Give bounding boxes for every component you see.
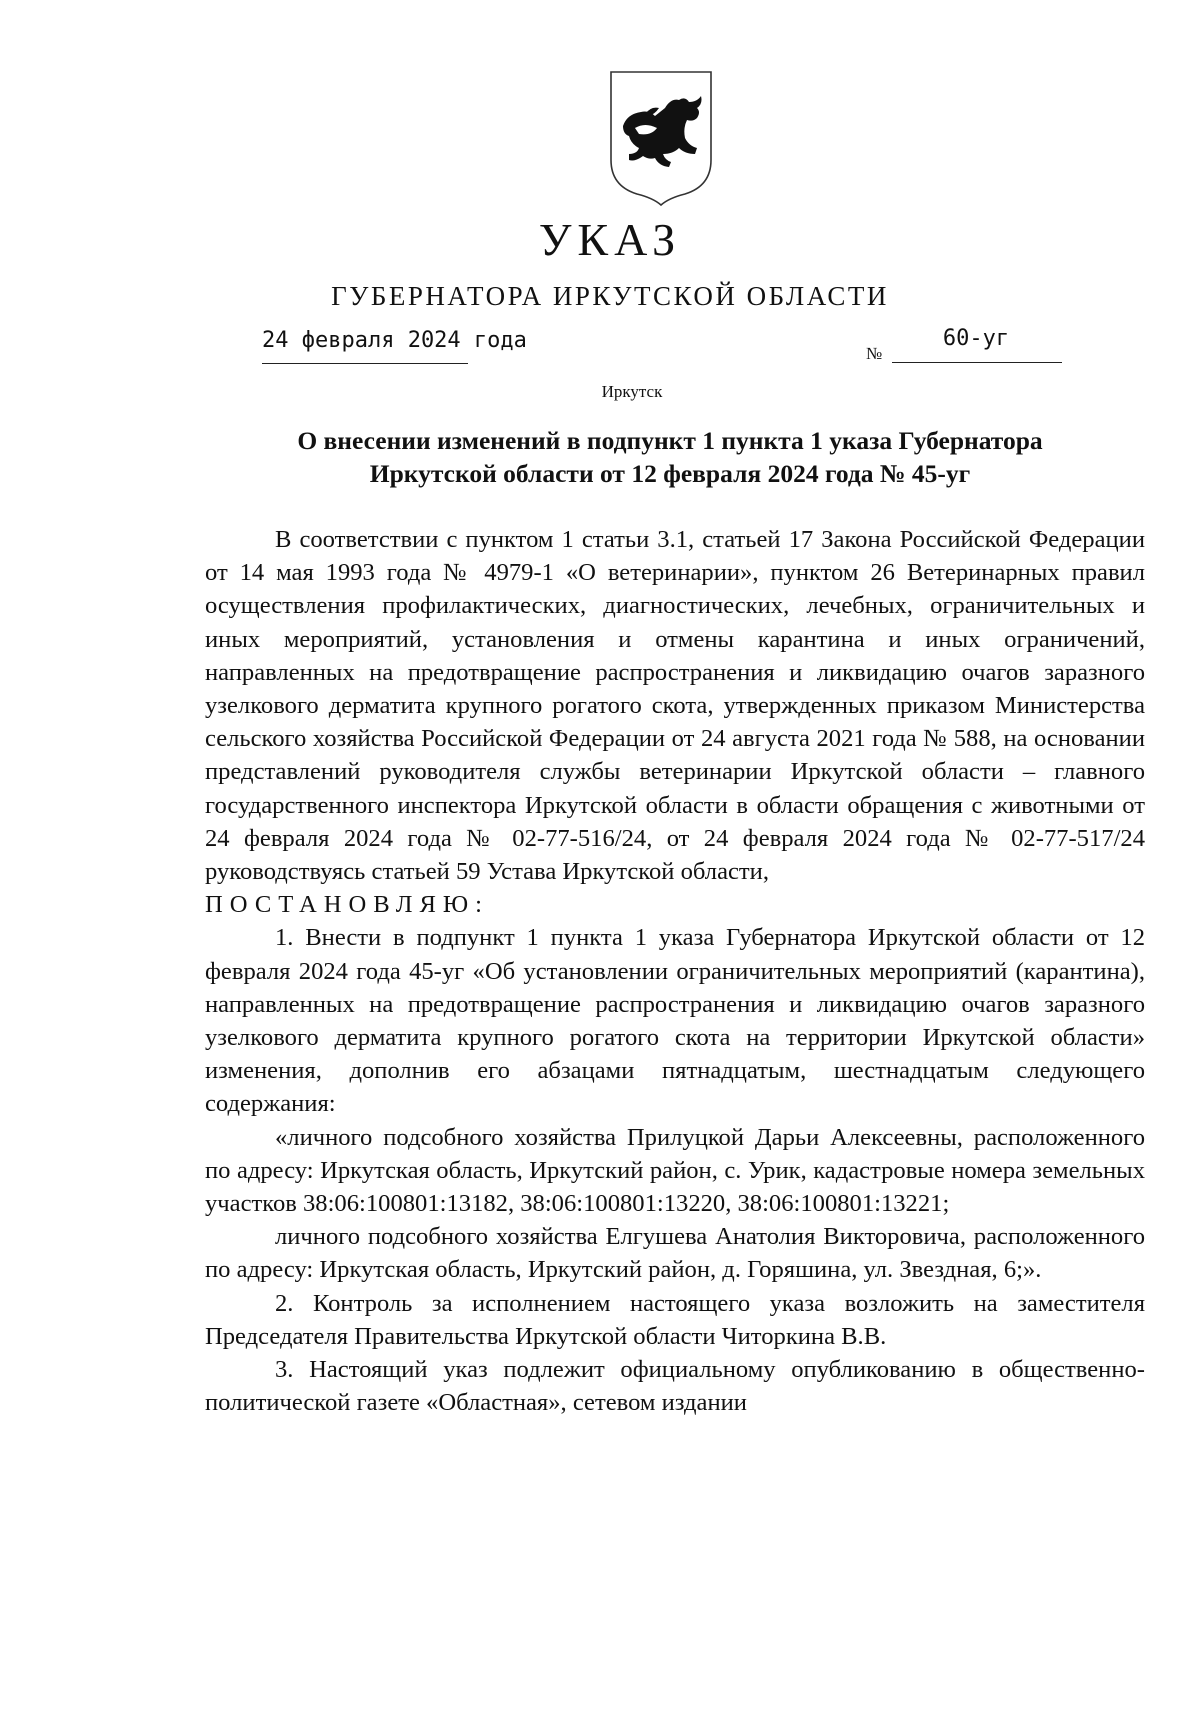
quote-1-paragraph: «личного подсобного хозяйства Прилуцкой Дарьи Алексеевны, расположенного по адресу: Иркутская область, Иркутский район, с. Урик, кадастровые номера земельных участков 38:06:100801:13182, 38:06:100801:13220, 38:06:100801:13221;	[205, 1123, 1145, 1218]
decree-word: ПОСТАНОВЛЯЮ:	[205, 891, 489, 919]
heading-line-2: Иркутской области от 12 февраля 2024 года № 45-уг	[369, 459, 971, 488]
coat-of-arms-emblem	[605, 68, 717, 208]
item-1-paragraph: 1. Внести в подпункт 1 пункта 1 указа Губернатора Иркутской области от 12 февраля 2024 года 45-уг «Об установлении ограничительных мероприятий (карантина), направленных на предотвращение распространения и ликвидацию очагов заразного узелкового дерматита крупного рогатого скота на территории Иркутской области» изменения, дополнив его абзацами пятнадцатым, шестнадцатым следующего содержания:	[205, 924, 1145, 1118]
date-underline	[262, 363, 468, 364]
item-3-paragraph: 3. Настоящий указ подлежит официальному опубликованию в общественно-политической газете «Областная», сетевом издании	[205, 1356, 1145, 1417]
document-heading	[220, 424, 1120, 490]
document-city: Иркутск	[601, 382, 663, 401]
number-sign: №	[866, 344, 883, 363]
document-subtitle: ГУБЕРНАТОРА ИРКУТСКОЙ ОБЛАСТИ	[331, 281, 889, 311]
document-date: 24 февраля 2024 года	[262, 328, 527, 353]
document-body	[205, 523, 1145, 1419]
item-2-paragraph: 2. Контроль за исполнением настоящего указа возложить на заместителя Председателя Правительства Иркутской области Читоркина В.В.	[205, 1289, 1145, 1350]
heading-line-1: О внесении изменений в подпункт 1 пункта 1 указа Губернатора	[297, 426, 1043, 455]
preamble-paragraph: В соответствии с пунктом 1 статьи 3.1, статьей 17 Закона Российской Федерации от 14 мая 1993 года № 4979-1 «О ветеринарии», пунктом 26 Ветеринарных правил осуществления профилактических, диагностических, лечебных, ограничительных и иных мероприятий, установления и отмены карантина и иных ограничений, направленных на предотвращение распространения и ликвидацию очагов заразного узелкового дерматита крупного рогатого скота, утвержденных приказом Министерства сельского хозяйства Российской Федерации от 24 августа 2021 года № 588, на основании представлений руководителя службы ветеринарии Иркутской области – главного государственного инспектора Иркутской области в области обращения с животными от 24 февраля 2024 года № 02-77-516/24, от 24 февраля 2024 года № 02-77-517/24 руководствуясь статьей 59 Устава Иркутской области,	[205, 526, 1145, 886]
document-title: УКАЗ	[538, 214, 682, 265]
number-underline	[892, 362, 1062, 363]
document-number: 60-уг	[942, 326, 1010, 351]
quote-2-paragraph: личного подсобного хозяйства Елгушева Анатолия Викторовича, расположенного по адресу: Иркутская область, Иркутский район, д. Горяшина, ул. Звездная, 6;».	[205, 1223, 1145, 1284]
